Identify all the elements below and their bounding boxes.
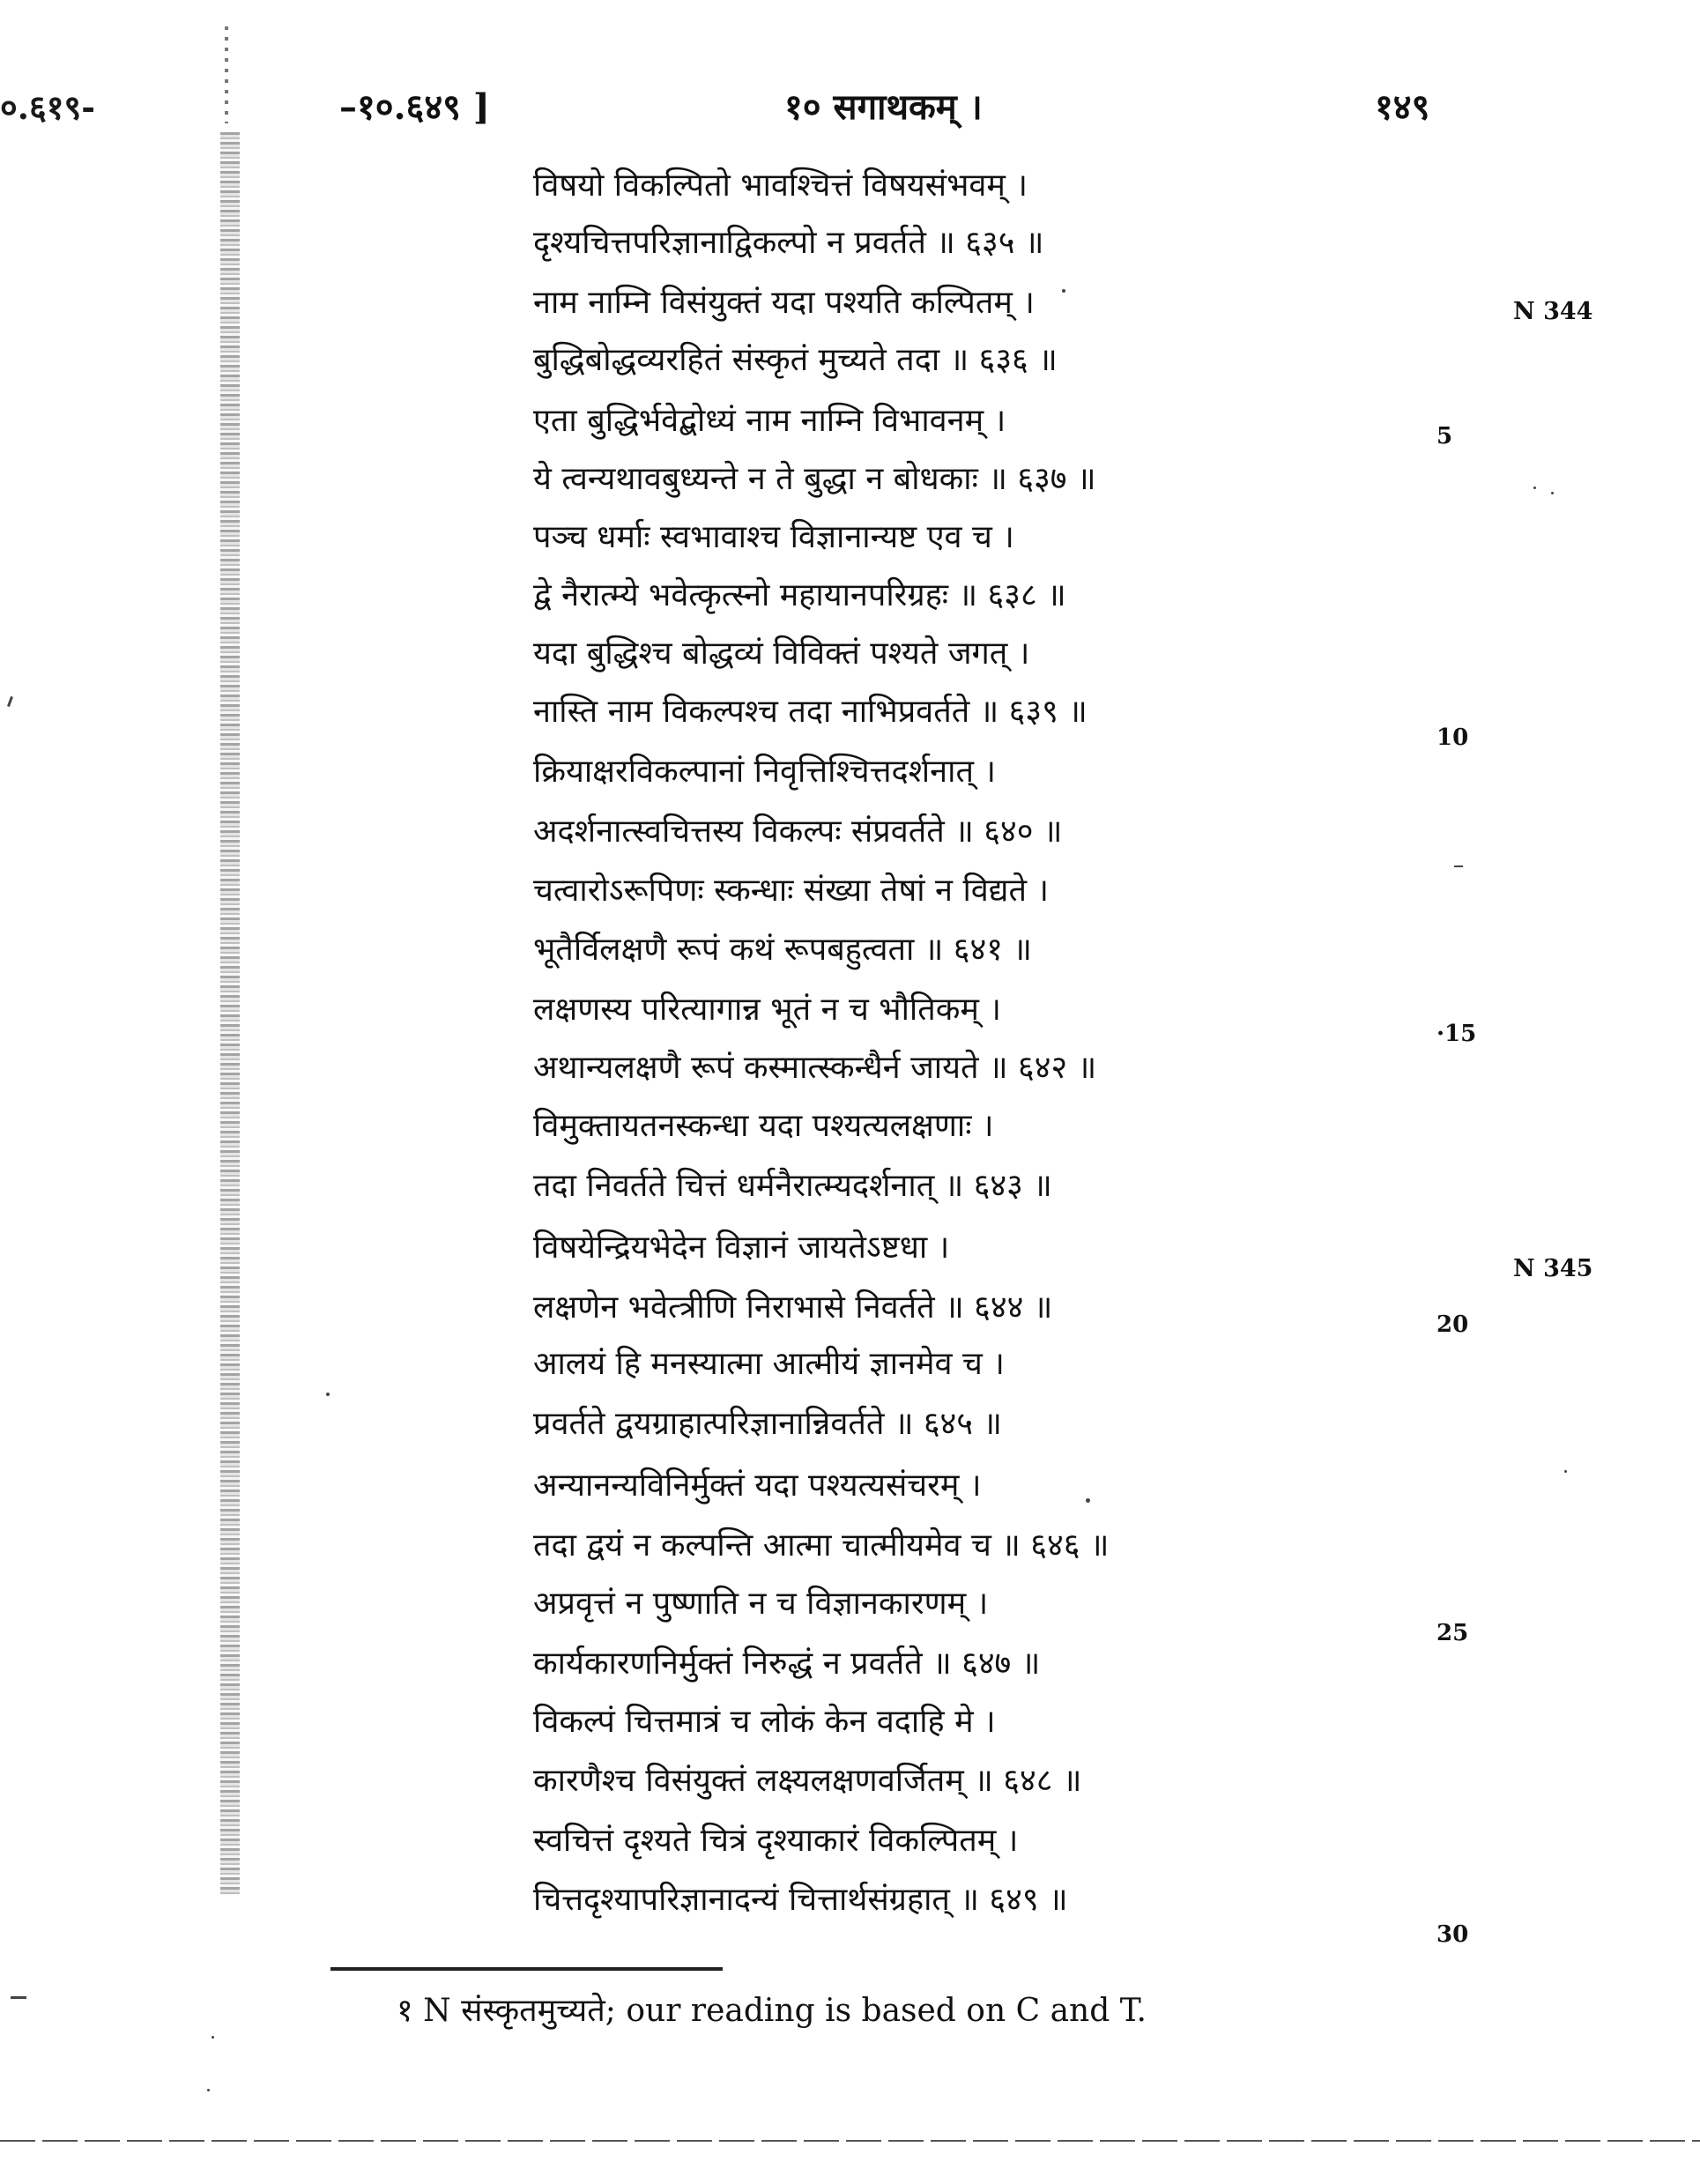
verse-line: विमुक्तायतनस्कन्धा यदा पश्यत्यलक्षणाः । — [533, 1108, 994, 1144]
verse-line: भूतैर्विलक्षणै रूपं कथं रूपबहुत्वता ॥ ६४१ ॥ — [533, 932, 1032, 968]
verse-line: एता बुद्धिर्भवेद्बोध्यं नाम नाम्नि विभावनम् । — [533, 403, 1006, 439]
footnote-rule — [330, 1967, 723, 1971]
verse-line: क्रियाक्षरविकल्पानां निवृत्तिश्चित्तदर्शनात् । — [533, 754, 997, 790]
verse-line: द्वे नैरात्म्ये भवेत्कृत्स्नो महायानपरिग्रहः ॥ ६३८ ॥ — [533, 577, 1066, 613]
footnote: १ N संस्कृतमुच्यते; our reading is based on C and T. — [397, 1993, 1147, 2029]
scan-speck — [1454, 865, 1463, 867]
verse-line: लक्षणेन भवेत्त्रीणि निराभासे निवर्तते ॥ ६४४ ॥ — [533, 1289, 1053, 1326]
line-number: 5 — [1436, 423, 1453, 449]
scan-speck — [1551, 492, 1554, 494]
verse-line: यदा बुद्धिश्च बोद्धव्यं विविक्तं पश्यते जगत् । — [533, 635, 1030, 672]
line-number: 30 — [1436, 1921, 1469, 1948]
page-bottom-edge — [0, 2140, 1700, 2142]
binding-gutter — [220, 132, 240, 1895]
verse-line: नाम नाम्नि विसंयुक्तं यदा पश्यति कल्पितम् । — [533, 285, 1035, 321]
verse-line: स्वचित्तं दृश्यते चित्रं दृश्याकारं विकल्पितम् । — [533, 1823, 1019, 1859]
scan-speck — [207, 2089, 210, 2091]
verse-line: बुद्धिबोद्धव्यरहितं संस्कृतं मुच्यते तदा ॥ ६३६ ॥ — [533, 342, 1058, 378]
scan-speck — [7, 696, 13, 707]
manuscript-n-marker: N 344 — [1513, 298, 1593, 325]
line-number: 25 — [1436, 1620, 1469, 1646]
verse-line: विकल्पं चित्तमात्रं च लोकं केन वदाहि मे । — [533, 1704, 996, 1740]
verse-line: अन्यानन्यविनिर्मुक्तं यदा पश्यत्यसंचरम् । — [533, 1467, 982, 1504]
verse-line: अदर्शनात्स्वचित्तस्य विकल्पः संप्रवर्तते ॥ ६४० ॥ — [533, 813, 1063, 850]
previous-page-edge-text: ०.६१९- — [0, 87, 96, 127]
scan-speck — [326, 1393, 330, 1396]
verse-line: तदा निवर्तते चित्तं धर्मनैरात्म्यदर्शनात् ॥ ६४३ ॥ — [533, 1168, 1052, 1204]
scan-speck — [1533, 487, 1536, 489]
verse-line: विषयेन्द्रियभेदेन विज्ञानं जायतेऽष्टधा । — [533, 1229, 950, 1266]
verse-line: चत्वारोऽरूपिणः स्कन्धाः संख्या तेषां न विद्यते । — [533, 873, 1050, 909]
binding-gutter-top — [225, 26, 228, 123]
verse-line: तदा द्वयं न कल्पन्ति आत्मा चात्मीयमेव च ॥ ६४६ ॥ — [533, 1527, 1110, 1564]
header-title: १० सगाथकम् । — [784, 86, 983, 128]
verse-line: दृश्यचित्तपरिज्ञानाद्विकल्पो न प्रवर्तते ॥ ६३५ ॥ — [533, 225, 1044, 261]
scan-speck — [1086, 1498, 1090, 1503]
verse-line: कारणैश्च विसंयुक्तं लक्ष्यलक्षणवर्जितम् ॥ ६४८ ॥ — [533, 1763, 1082, 1799]
verse-line: विषयो विकल्पितो भावश्चित्तं विषयसंभवम् । — [533, 167, 1028, 204]
line-number: 20 — [1436, 1311, 1469, 1338]
header-verse-range: –१०.६४९ ] — [339, 86, 490, 128]
verse-line: कार्यकारणनिर्मुक्तं निरुद्धं न प्रवर्तते ॥ ६४७ ॥ — [533, 1645, 1041, 1682]
manuscript-n-marker: N 345 — [1513, 1255, 1593, 1282]
verse-line: अप्रवृत्तं न पुष्णाति न च विज्ञानकारणम् । — [533, 1586, 989, 1622]
verse-line: पञ्च धर्माः स्वभावाश्च विज्ञानान्यष्ट एव च । — [533, 519, 1014, 555]
scan-speck — [1062, 289, 1065, 293]
verse-line: अथान्यलक्षणै रूपं कस्मात्स्कन्धैर्न जायते ॥ ६४२ ॥ — [533, 1050, 1097, 1086]
verse-line: चित्तदृश्यापरिज्ञानादन्यं चित्तार्थसंग्रहात् ॥ ६४९ ॥ — [533, 1882, 1068, 1918]
scan-speck — [11, 1996, 26, 1999]
verse-line: नास्ति नाम विकल्पश्च तदा नाभिप्रवर्तते ॥ ६३९ ॥ — [533, 694, 1088, 730]
scan-speck — [1564, 1470, 1567, 1473]
verse-line: प्रवर्तते द्वयग्राहात्परिज्ञानान्निवर्तते ॥ ६४५ ॥ — [533, 1406, 1002, 1442]
line-number: 10 — [1436, 724, 1469, 751]
scan-speck — [212, 2036, 214, 2039]
verse-line: लक्षणस्य परित्यागान्न भूतं न च भौतिकम् । — [533, 992, 1002, 1028]
verse-line: ये त्वन्यथावबुध्यन्ते न ते बुद्धा न बोधकाः ॥ ६३७ ॥ — [533, 461, 1096, 497]
verse-line: आलयं हि मनस्यात्मा आत्मीयं ज्ञानमेव च । — [533, 1346, 1005, 1382]
header-page-number: १४९ — [1375, 86, 1430, 128]
line-number: ·15 — [1436, 1021, 1477, 1047]
